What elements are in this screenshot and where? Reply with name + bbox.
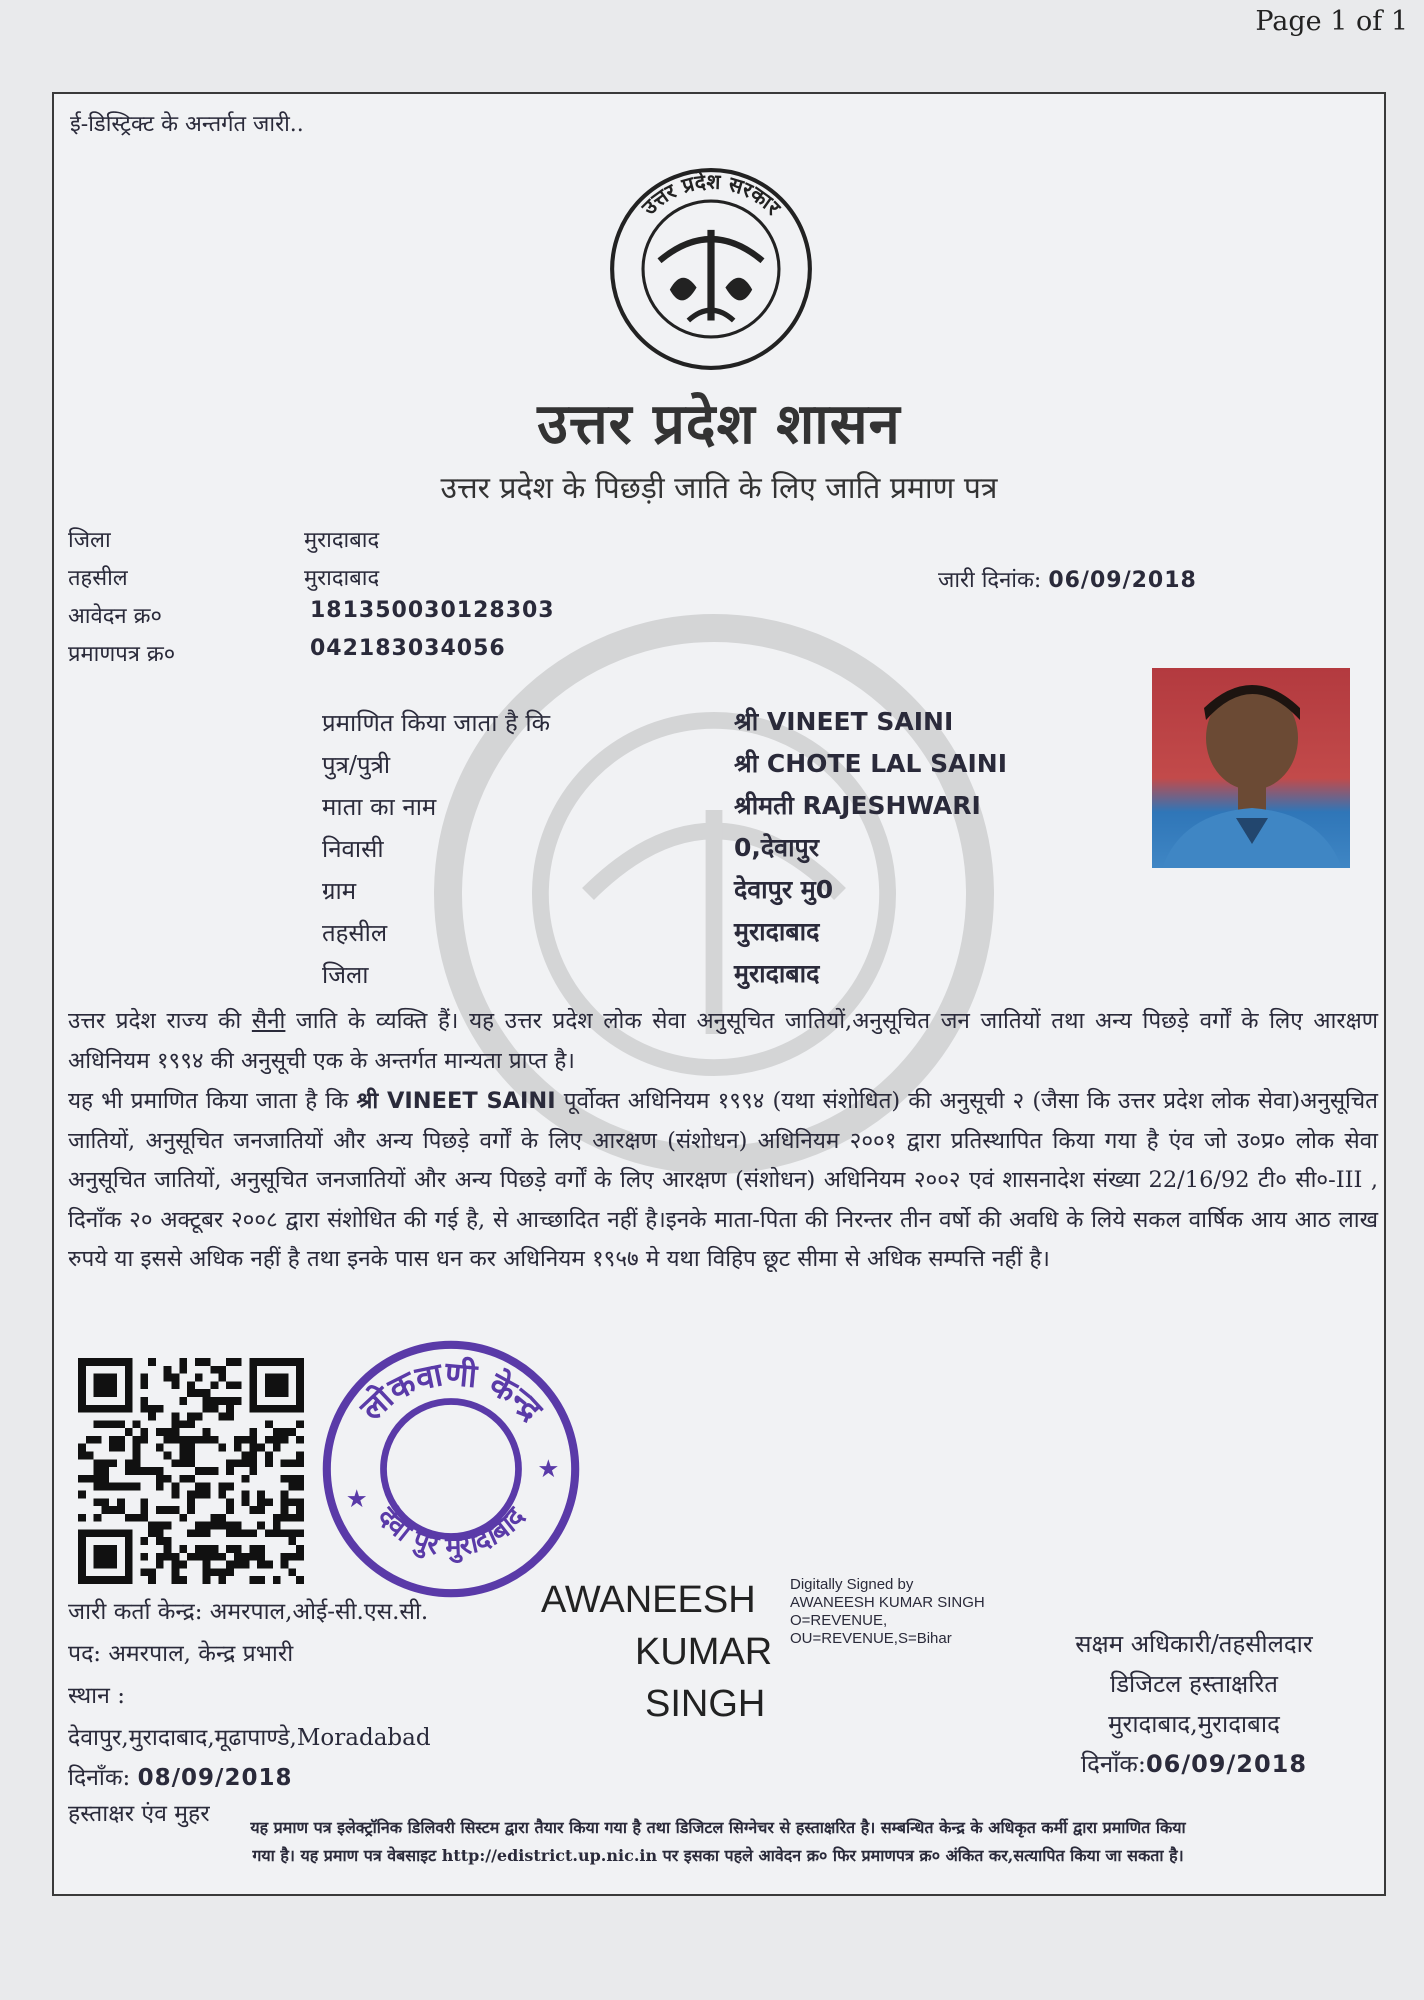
detail-label: प्रमाणित किया जाता है कि [322, 709, 551, 737]
footer-note [68, 1814, 1368, 1870]
signature-detail: Digitally Signed by AWANEESH KUMAR SINGH O=REVENUE, OU=REVENUE,S=Bihar [790, 1576, 985, 1647]
applicant-name: श्री VINEET SAINI [734, 707, 954, 736]
stamp-text: लोकवाणी केन्द्र [352, 1354, 551, 1429]
certificate-subtitle: उत्तर प्रदेश के पिछड़ी जाति के लिए जाति प्रमाण पत्र [440, 471, 998, 506]
stamp-text: देवा पुर मुरादाबाद [370, 1501, 532, 1563]
detail-label: माता का नाम [322, 793, 437, 821]
paragraph-text: यह भी प्रमाणित किया जाता है कि [68, 1088, 357, 1114]
applicant-name-inline: श्री VINEET SAINI [356, 1088, 556, 1114]
authority-sign: डिजिटल हस्ताक्षरित [1110, 1670, 1278, 1698]
issuer-place: देवापुर,मुरादाबाद,मूढापाण्डे,Moradabad [68, 1725, 431, 1751]
district-value: मुरादाबाद [304, 528, 380, 553]
caste-name: सैनी [251, 1008, 286, 1034]
footer-line: यह प्रमाण पत्र इलेक्ट्रॉनिक डिलिवरी सिस्टम द्वारा तैयार किया गया है तथा डिजिटल सिग्नेचर से हस्ताक्षरित है। सम्बन्धित केन्द्र के अधिकृत कर्मी द्वारा प्रमाणित किया [250, 1818, 1186, 1837]
page-number: Page 1 of 1 [1255, 6, 1408, 37]
detail-label: निवासी [322, 835, 384, 863]
detail-label: पुत्र/पुत्री [322, 751, 391, 779]
village: देवापुर मु0 [734, 875, 834, 904]
tehsil-label: तहसील [68, 566, 128, 591]
authority-block [1044, 1624, 1344, 1784]
application-number: 181350030128303 [310, 598, 555, 623]
signer-name-line: SINGH [645, 1683, 766, 1725]
office-stamp-icon [316, 1334, 586, 1604]
page-title: उत्तर प्रदेश शासन [537, 391, 901, 457]
application-label: आवेदन क्र० [68, 604, 162, 629]
issue-date [938, 564, 1197, 594]
person-photo-icon [1152, 668, 1350, 868]
paragraph-text: उत्तर प्रदेश राज्य की [68, 1008, 252, 1034]
issuer-date [68, 1760, 292, 1792]
applicant-photo [1152, 668, 1350, 868]
authority-place: मुरादाबाद,मुरादाबाद [1108, 1710, 1280, 1738]
authority-date [1044, 1744, 1344, 1784]
mother-name: श्रीमती RAJESHWARI [734, 791, 981, 820]
certificate [52, 92, 1386, 1896]
authority-date-label: दिनाँक: [1080, 1750, 1146, 1778]
svg-text:★: ★ [537, 1454, 560, 1484]
caste-paragraph [68, 1002, 1378, 1081]
issuer-date-label: दिनाँक: [68, 1765, 131, 1791]
certificate-number: 042183034056 [310, 636, 506, 661]
qr-code-icon[interactable] [78, 1358, 304, 1584]
residence: 0,देवापुर [734, 833, 819, 862]
authority-title: सक्षम अधिकारी/तहसीलदार [1075, 1630, 1313, 1658]
tehsil: मुरादाबाद [734, 917, 820, 946]
certificate-number-label: प्रमाणपत्र क्र० [68, 642, 176, 667]
signer-name-line: KUMAR [635, 1631, 773, 1673]
detail-label: जिला [322, 961, 369, 989]
district: मुरादाबाद [734, 959, 820, 988]
svg-text:उत्तर प्रदेश सरकार [636, 170, 786, 221]
issue-date-value: 06/09/2018 [1048, 568, 1197, 593]
sign-seal-label: हस्ताक्षर एंव मुहर [68, 1801, 210, 1827]
issuer-post: पद: अमरपाल, केन्द्र प्रभारी [68, 1641, 294, 1667]
issuer-place-label: स्थान : [68, 1683, 125, 1709]
district-label: जिला [68, 528, 111, 553]
issued-note: ई-डिस्ट्रिक्ट के अन्तर्गत जारी.. [70, 112, 304, 137]
detail-label: ग्राम [322, 877, 357, 905]
issuer-date-value: 08/09/2018 [137, 1765, 293, 1791]
issue-date-label: जारी दिनांक: [938, 568, 1042, 593]
detail-label: तहसील [322, 919, 388, 947]
signer-name-line: AWANEESH [541, 1579, 756, 1621]
authority-date-value: 06/09/2018 [1145, 1750, 1308, 1778]
paragraph-text: पूर्वोक्त अधिनियम १९९४ (यथा संशोधित) की अनुसूची २ (जैसा कि उत्तर प्रदेश लोक सेवा)अनुसूचित जातियों, अनुसूचित जनजातियों और अन्य पिछड़े वर्गों के लिए आरक्षण (संशोधन) अधिनियम २००१ द्वारा प्रतिस्थापित किया गया है एंव जो उ०प्र० लोक सेवा अनुसूचित जातियों, अनुसूचित जनजातियों और अन्य पिछड़े वर्गों के लिए आरक्षण (संशोधन) अधिनियम २००२ एवं शासनादेश संख्या 22/16/92 टी० सी०-III , दिनाँक २० अक्टूबर २००८ द्वारा संशोधित की गई है, से आच्छादित नहीं है।इनके माता-पिता की निरन्तर तीन वर्षो की अवधि के लिये सकल वार्षिक आय आठ लाख रुपये या इससे अधिक नहीं है तथा इनके पास धन कर अधिनियम १९५७ मे यथा विहिप छूट सीमा से अधिक सम्पत्ति नहीं है। [68, 1088, 1378, 1272]
footer-line: गया है। यह प्रमाण पत्र वेबसाइट http://edistrict.up.nic.in पर इसका पहले आवेदन क्र० फिर प्रमाणपत्र क्र० अंकित कर,सत्यापित किया जा सकता है। [252, 1846, 1184, 1865]
issuer-center: जारी कर्ता केन्द्र: अमरपाल,ओई-सी.एस.सी. [68, 1599, 429, 1625]
svg-text:★: ★ [345, 1483, 368, 1513]
tehsil-value: मुरादाबाद [304, 566, 380, 591]
paragraph-text: जाति के व्यक्ति हैं। यह उत्तर प्रदेश लोक सेवा अनुसूचित जातियों,अनुसूचित जन जातियों तथा अन्य पिछड़े वर्गों के लिए आरक्षण अधिनियम १९९४ की अनुसूची एक के अन्तर्गत मान्यता प्राप्त है। [68, 1008, 1378, 1074]
svg-text:देवा पुर मुरादाबाद [370, 1500, 532, 1563]
parent-name: श्री CHOTE LAL SAINI [734, 749, 1008, 778]
certification-paragraph [68, 1082, 1378, 1280]
up-govt-emblem-icon [608, 166, 814, 372]
emblem-text: उत्तर प्रदेश सरकार [636, 169, 786, 220]
